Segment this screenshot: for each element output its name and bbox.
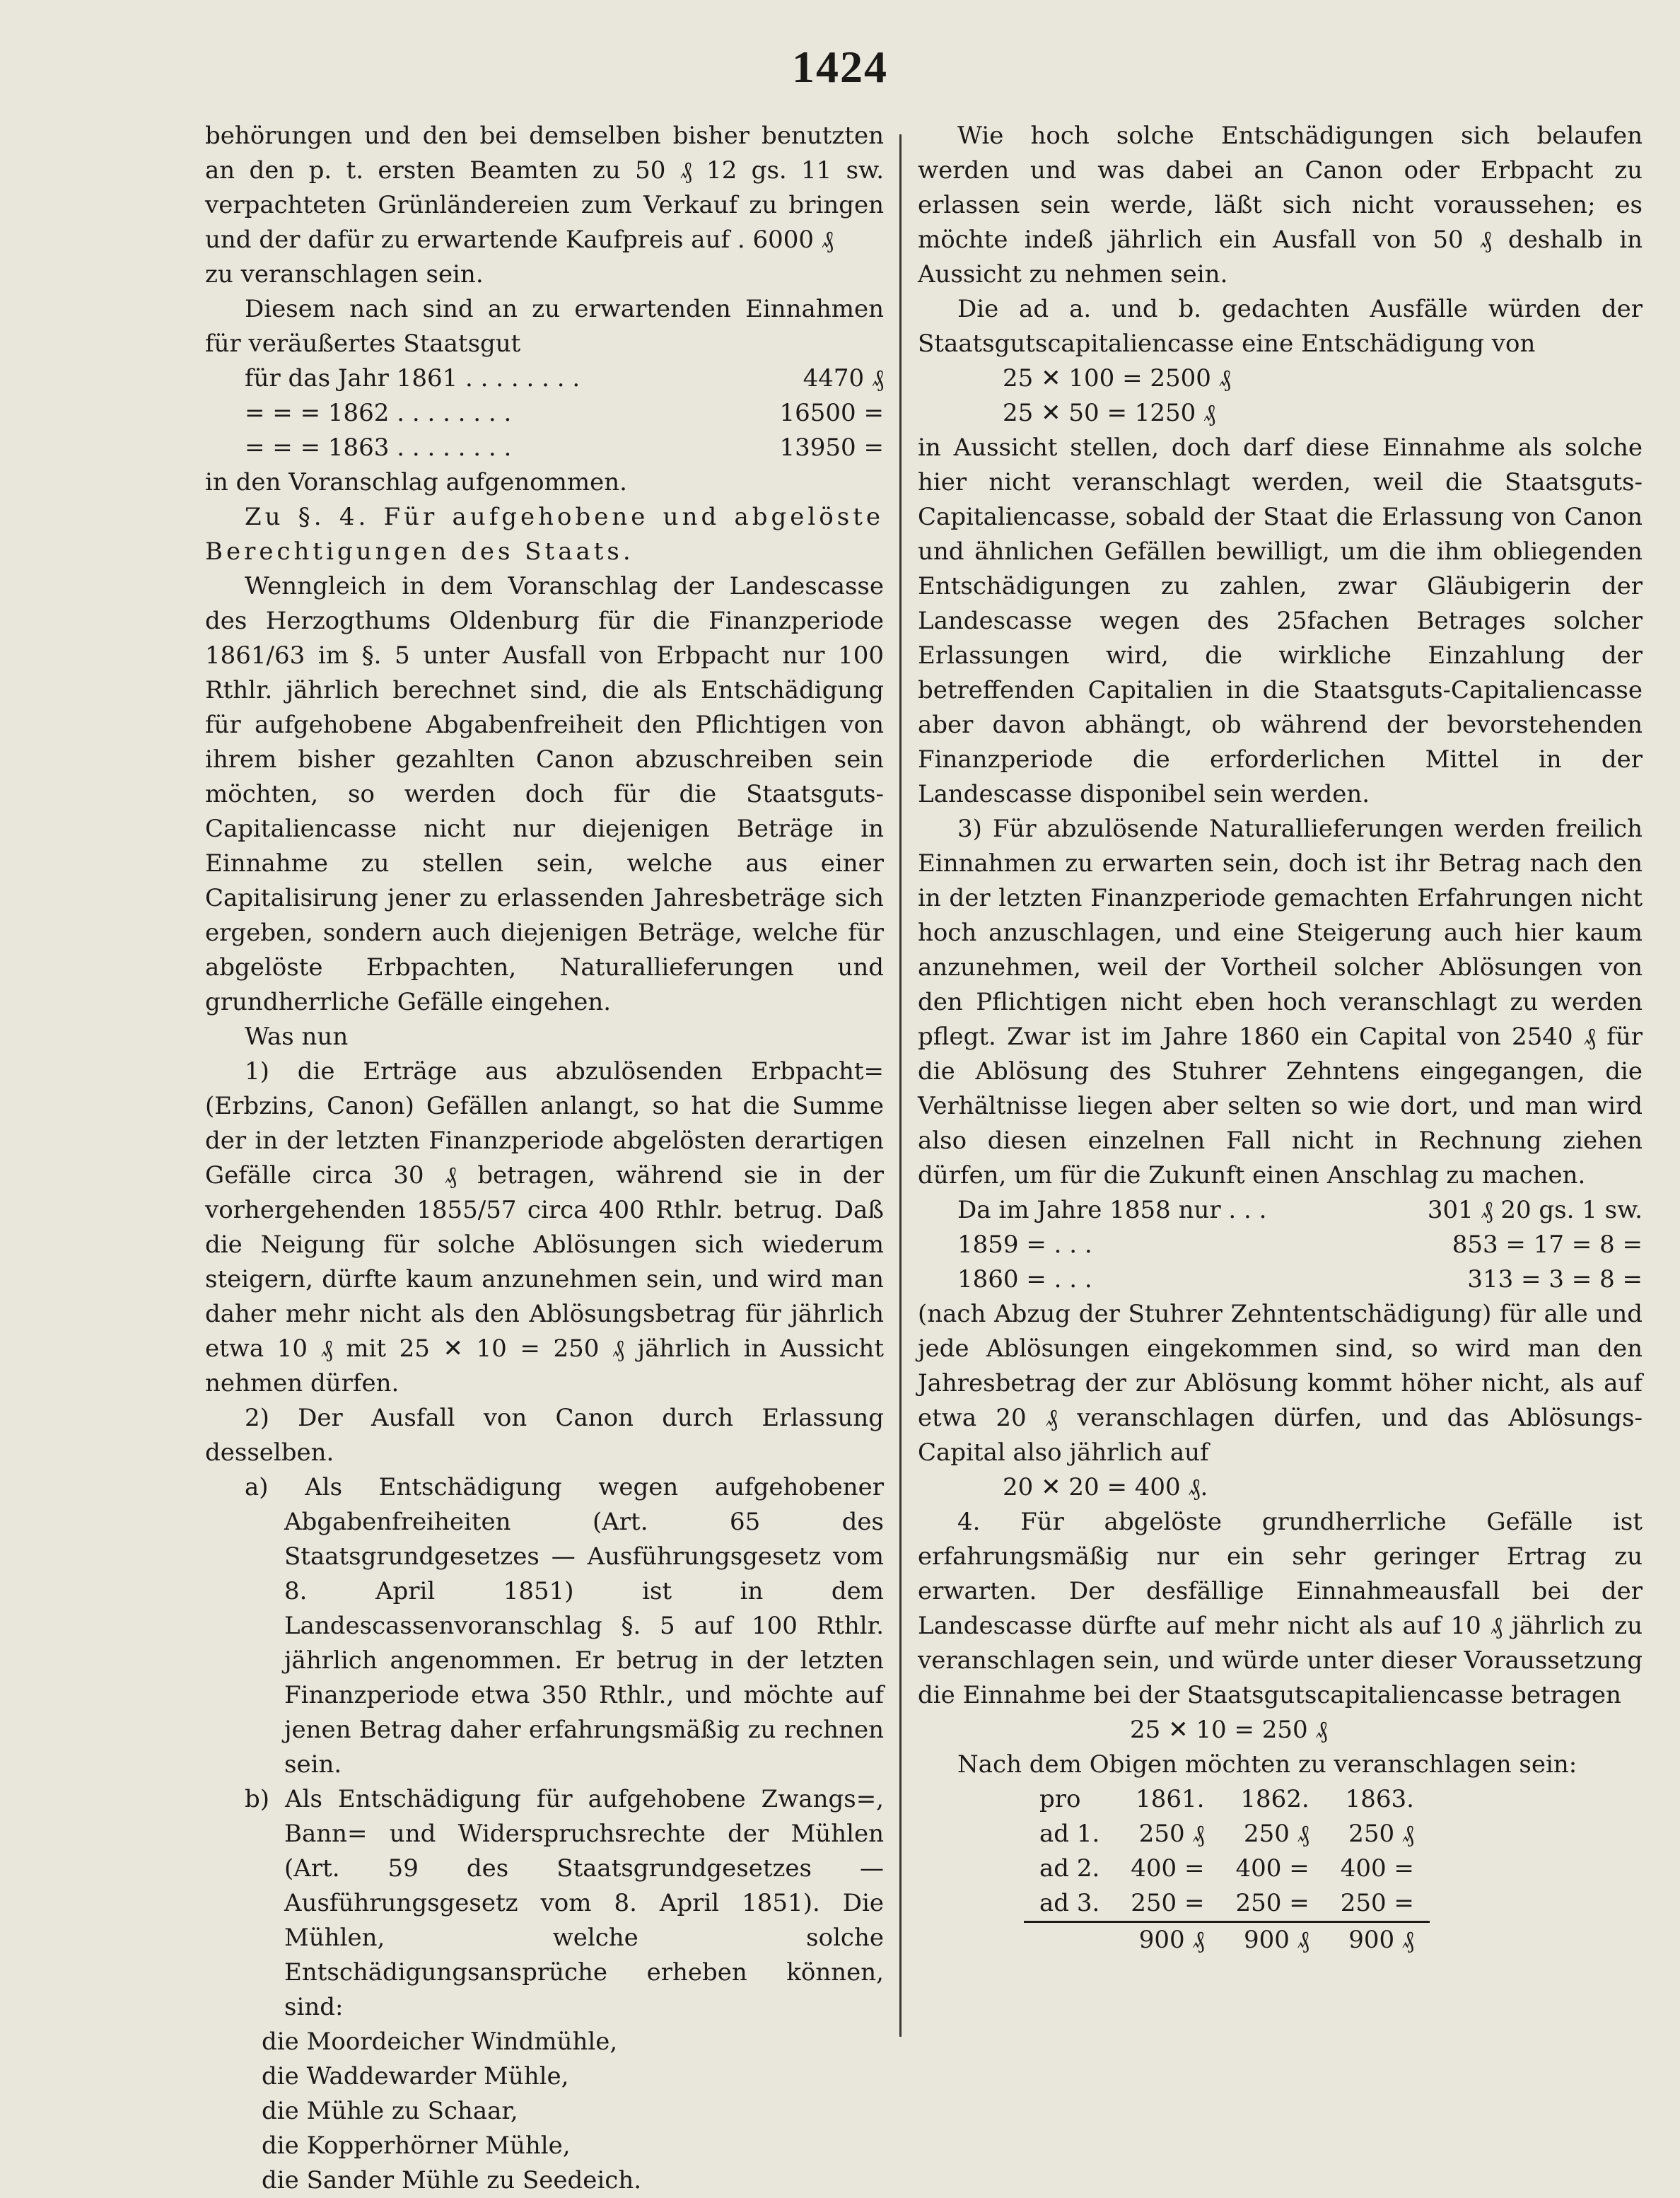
- year-amounts: [205, 361, 884, 465]
- paragraph: 4. Für abgelöste grundherrliche Gefälle ist erfahrungsmäßig nur ein sehr geringer Ertrag zu erwarten. Der desfällige Einnahmeausfall bei der Landescasse dürfte auf mehr nicht als auf 10 ₰ jährlich zu veranschlagen sein, und würde unter dieser Voraussetzung die Einnahme bei der Staatsgutscapitaliencasse betragen: [918, 1508, 1643, 1709]
- paragraph: in Aussicht stellen, doch darf diese Einnahme als solche hier nicht veranschlagt werden, weil die Staatsguts-Capitaliencasse, sobald der Staat die Erlassung von Canon und ähnlichen Gefällen bewilligt, um die ihm obliegenden Entschädigungen zu zahlen, zwar Gläubigerin der Landescasse wegen des 25fachen Betrages solcher Erlassungen wird, die wirkliche Einzahlung der betreffenden Capitalien in die Staatsguts-Capitaliencasse aber davon abhängt, ob während der bevorstehenden Finanzperiode die erforderlichen Mittel in der Landescasse disponibel sein werden.: [918, 434, 1643, 808]
- table-total-row: 900 ₰ 900 ₰ 900 ₰: [1024, 1922, 1430, 1958]
- paragraph: Wenngleich in dem Voranschlag der Landescasse des Herzogthums Oldenburg für die Finanzperiode 1861/63 im §. 5 unter Ausfall von Erbpacht nur 100 Rthlr. jährlich berechnet sind, die als Entschädigung für aufgehobene Abgabenfreiheit den Pflichtigen von ihrem bisher gezahlten Canon abzuschreiben sein möchten, so werden doch für die Staatsguts-Capitaliencasse nicht nur diejenigen Beträge in Einnahme zu stellen sein, welche aus einer Capitalisirung jener zu erlassenden Jahresbeträge sich ergeben, sondern auch diejenigen Beträge, welche für abgelöste Erbpachten, Naturallieferungen und grundherrliche Gefälle eingehen.: [205, 572, 884, 1016]
- paragraph: Die ad a. und b. gedachten Ausfälle würden der Staatsgutscapitaliencasse eine Entschädigung von: [918, 295, 1643, 358]
- page-number: 1424: [792, 42, 888, 92]
- amount-row: = = = 1863 . . . . . . . . 13950 =: [245, 434, 884, 462]
- paragraph: 2) Der Ausfall von Canon durch Erlassung desselben.: [205, 1404, 884, 1467]
- column-divider: [899, 134, 902, 2037]
- section-heading: Zu §. 4. Für aufgehobene und abgelöste Berechtigungen des Staats.: [205, 503, 884, 566]
- table-row: ad 2. 400 = 400 = 400 =: [1039, 1854, 1414, 1883]
- paragraph: in den Voranschlag aufgenommen.: [205, 468, 627, 496]
- paragraph: Diesem nach sind an zu erwartenden Einnahmen für veräußertes Staatsgut: [205, 295, 884, 358]
- equation: 25 ✕ 10 = 250 ₰: [1130, 1716, 1328, 1744]
- right-column: [918, 119, 1643, 1958]
- paragraph: b) Als Entschädigung für aufgehobene Zwangs=, Bann= und Widerspruchsrechte der Mühlen (Art. 59 des Staatsgrundgesetzes — Ausführungsgesetz vom 8. April 1851). Die Mühlen, welche solche Entschädigungsansprüche erheben können, sind:: [245, 1785, 884, 2021]
- amount-row: für das Jahr 1861 . . . . . . . . 4470 ₰: [245, 364, 884, 392]
- paragraph: 1) die Erträge aus abzulösenden Erbpacht= (Erbzins, Canon) Gefällen anlangt, so hat die Summe der in der letzten Finanzperiode abgelösten derartigen Gefälle circa 30 ₰ betragen, während sie in der vorhergehenden 1855/57 circa 400 Rthlr. betrug. Daß die Neigung für solche Ablösungen sich wiederum steigern, dürfte kaum anzunehmen sein, und wird man daher mehr nicht als den Ablösungsbetrag für jährlich etwa 10 ₰ mit 25 ✕ 10 = 250 ₰ jährlich in Aussicht nehmen dürfen.: [205, 1057, 884, 1397]
- table-row: ad 1. 250 ₰ 250 ₰ 250 ₰: [1039, 1820, 1414, 1848]
- summary-table: [1024, 1782, 1430, 1958]
- paragraph: Nach dem Obigen möchten zu veranschlagen sein:: [957, 1750, 1577, 1779]
- paragraph: behörungen und den bei demselben bisher benutzten an den p. t. ersten Beamten zu 50 ₰ 12 gs. 11 sw. verpachteten Grünländereien zum Verkauf zu bringen und der dafür zu erwartende Kaufpreis auf . 6000 ₰: [205, 122, 884, 254]
- equation: 20 ✕ 20 = 400 ₰.: [1003, 1473, 1208, 1501]
- paragraph: 3) Für abzulösende Naturallieferungen werden freilich Einnahmen zu erwarten sein, doch ist ihr Betrag nach den in der letzten Finanzperiode gemachten Erfahrungen nicht hoch anzuschlagen, und eine Steigerung auch hier kaum anzunehmen, weil der Vortheil solcher Ablösungen von den Pflichtigen nicht eben hoch veranschlagt zu werden pflegt. Zwar ist im Jahre 1860 ein Capital von 2540 ₰ für die Ablösung des Stuhrer Zehntens eingegangen, die Verhältnisse liegen aber selten so wie dort, und man wird also diesen einzelnen Fall nicht in Rechnung ziehen dürfen, um für die Zukunft einen Anschlag zu machen.: [918, 815, 1643, 1190]
- paragraph: (nach Abzug der Stuhrer Zehntentschädigung) für alle und jede Ablösungen eingekommen sind, so wird man den Jahresbetrag der zur Ablösung kommt höher nicht, als auf etwa 20 ₰ veranschlagen dürfen, und das Ablösungs-Capital also jährlich auf: [918, 1300, 1643, 1467]
- amount: . 6000 ₰: [737, 226, 834, 254]
- amount-row: Da im Jahre 1858 nur . . . 301 ₰ 20 gs. 1 sw.: [957, 1196, 1643, 1224]
- list-item: die Kopperhörner Mühle,: [262, 2132, 571, 2160]
- list-item: die Sander Mühle zu Seedeich.: [262, 2166, 642, 2194]
- left-column: [205, 119, 884, 2198]
- amount-row: 1860 = . . . 313 = 3 = 8 =: [957, 1265, 1643, 1293]
- paragraph: Was nun: [245, 1023, 349, 1051]
- table-header-row: pro 1861. 1862. 1863.: [1039, 1785, 1414, 1813]
- paragraph: a) Als Entschädigung wegen aufgehobener Abgabenfreiheiten (Art. 65 des Staatsgrundgesetzes — Ausführungsgesetz vom 8. April 1851) ist in dem Landescassenvoranschlag §. 5 auf 100 Rthlr. jährlich angenommen. Er betrug in der letzten Finanzperiode etwa 350 Rthlr., und möchte auf jenen Betrag daher erfahrungsmäßig zu rechnen sein.: [245, 1473, 884, 1779]
- list-item: die Waddewarder Mühle,: [262, 2062, 569, 2091]
- amount-row: 1859 = . . . 853 = 17 = 8 =: [957, 1231, 1643, 1259]
- year-amounts: [918, 1193, 1643, 1297]
- amount-row: = = = 1862 . . . . . . . . 16500 =: [245, 399, 884, 427]
- paragraph: zu veranschlagen sein.: [205, 260, 484, 289]
- equation: 25 ✕ 50 = 1250 ₰: [1003, 399, 1216, 427]
- list-item: die Mühle zu Schaar,: [262, 2097, 518, 2125]
- list-item: die Moordeicher Windmühle,: [262, 2028, 618, 2056]
- paragraph: Wie hoch solche Entschädigungen sich belaufen werden und was dabei an Canon oder Erbpacht zu erlassen sein werde, läßt sich nicht voraussehen; es möchte indeß jährlich ein Ausfall von 50 ₰ deshalb in Aussicht zu nehmen sein.: [918, 122, 1643, 289]
- equation: 25 ✕ 100 = 2500 ₰: [1003, 364, 1231, 392]
- table-row: ad 3. 250 = 250 = 250 =: [1039, 1889, 1414, 1917]
- mill-list: [205, 2025, 884, 2198]
